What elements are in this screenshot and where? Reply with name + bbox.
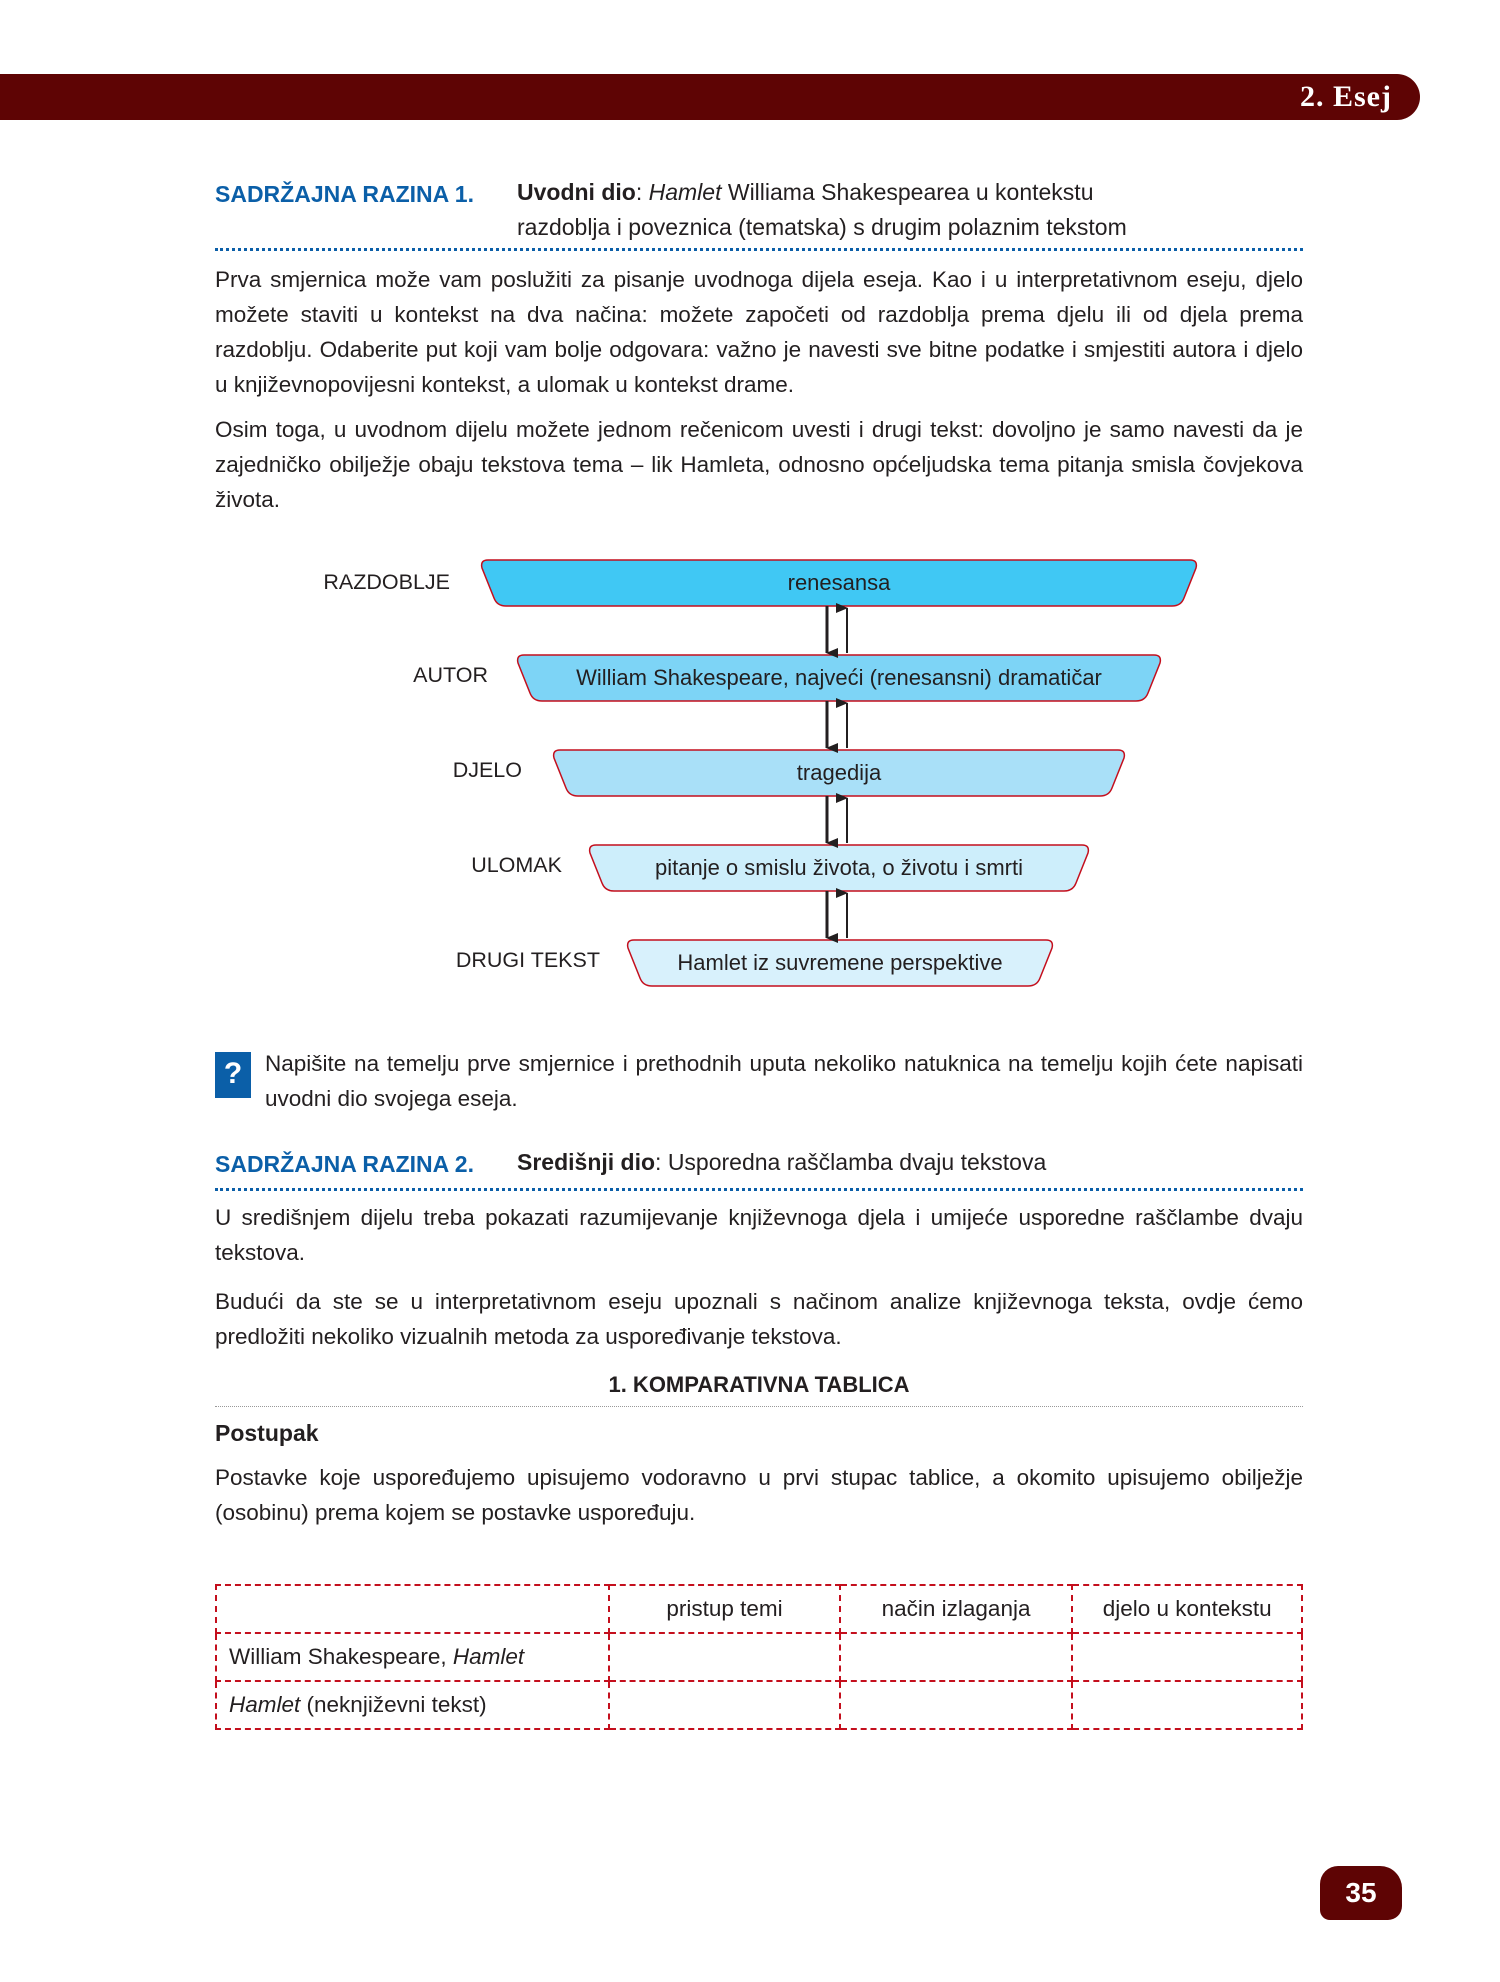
- section-label: SADRŽAJNA RAZINA 2.: [215, 1151, 474, 1177]
- separator: :: [655, 1149, 668, 1175]
- table-cell[interactable]: [840, 1633, 1073, 1681]
- table-header-cell: [216, 1585, 609, 1633]
- diagram-label: AUTOR: [413, 663, 488, 687]
- box-text: William Shakespeare, najveći (renesansni) dramatičar: [576, 665, 1102, 690]
- subsection-title: 1. KOMPARATIVNA TABLICA: [215, 1372, 1303, 1407]
- diagram-arrows: [300, 548, 1220, 1008]
- title-line-2: razdoblja i poveznica (tematska) s drugim polaznim tekstom: [517, 214, 1127, 240]
- comparison-table: [215, 1584, 1303, 1730]
- page-number: 35: [1320, 1866, 1402, 1920]
- diagram-label: ULOMAK: [471, 853, 562, 877]
- section-label: SADRŽAJNA RAZINA 1.: [215, 181, 474, 207]
- table-cell[interactable]: [840, 1681, 1073, 1729]
- section-title-bold: Središnji dio: [517, 1149, 656, 1175]
- section-heading-2: [215, 1150, 1303, 1191]
- section-title-bold: Uvodni dio: [517, 179, 636, 205]
- table-header-cell: djelo u kontekstu: [1072, 1585, 1302, 1633]
- row-label-text: William Shakespeare,: [229, 1644, 453, 1669]
- arrow-pair: [827, 701, 847, 748]
- paragraph: Osim toga, u uvodnom dijelu možete jednom rečenicom uvesti i drugi tekst: dovoljno je samo navesti da je zajedničko obilježje obaju tekstova tema – lik Hamleta, odnosno općeljudska tema pitanja smisla čovjekova života.: [215, 417, 1303, 512]
- diagram-label: DRUGI TEKST: [455, 948, 600, 972]
- table-row: [216, 1681, 1302, 1729]
- table-cell[interactable]: [1072, 1681, 1302, 1729]
- row-label-suffix: (neknjiževni tekst): [300, 1692, 487, 1717]
- arrow-pair: [827, 796, 847, 843]
- chapter-header-band: [0, 74, 1420, 120]
- title-rest: Usporedna raščlamba dvaju tekstova: [667, 1149, 1047, 1175]
- box-text: Hamlet iz suvremene perspektive: [677, 950, 1003, 975]
- table-cell[interactable]: [1072, 1633, 1302, 1681]
- table-row: [216, 1633, 1302, 1681]
- section-title: [517, 175, 1127, 245]
- paragraph: Prva smjernica može vam poslužiti za pisanje uvodnoga dijela eseja. Kao i u interpretativnom eseju, djelo možete staviti u kontekst na dva načina: možete započeti od razdoblja prema djelu ili od djela prema razdoblju. Odaberite put koji vam bolje odgovara: važno je navesti sve bitne podatke i smjestiti autora i djelo u književnopovijesni kontekst, a ulomak u kontekst drame.: [215, 267, 1303, 397]
- box-text: renesansa: [787, 570, 891, 595]
- table-cell[interactable]: [609, 1681, 840, 1729]
- title-italic: Hamlet: [648, 179, 722, 205]
- arrow-pair: [827, 606, 847, 653]
- paragraph: U središnjem dijelu treba pokazati razumijevanje književnoga djela i umijeće usporedne raščlambe dvaju tekstova.: [215, 1205, 1303, 1265]
- row-label-italic: Hamlet: [229, 1692, 301, 1717]
- title-rest: Williama Shakespearea u kontekstu: [721, 179, 1094, 205]
- question-mark-icon: ?: [215, 1052, 251, 1098]
- context-diagram: [300, 548, 1220, 1008]
- row-label: [216, 1633, 609, 1681]
- box-text: tragedija: [796, 760, 882, 785]
- separator: :: [635, 179, 649, 205]
- section-title: [517, 1145, 1046, 1180]
- question-text: Napišite na temelju prve smjernice i prethodnih uputa nekoliko natuknica na temelju kojih ćete napisati uvodni dio svojega eseja.: [265, 1051, 1303, 1111]
- table-cell[interactable]: [609, 1633, 840, 1681]
- arrow-pair: [827, 891, 847, 938]
- chapter-title: 2. Esej: [1300, 80, 1392, 113]
- table-header-cell: pristup temi: [609, 1585, 840, 1633]
- row-label: [216, 1681, 609, 1729]
- row-label-italic: Hamlet: [452, 1644, 525, 1669]
- table-header-row: [216, 1585, 1302, 1633]
- section-heading-1: [215, 180, 1303, 251]
- paragraph: Postavke koje uspoređujemo upisujemo vodoravno u prvi stupac tablice, a okomito upisujemo obilježje (osobinu) prema kojem se postavke uspoređuju.: [215, 1465, 1303, 1525]
- box-text: pitanje o smislu života, o životu i smrti: [654, 855, 1024, 880]
- diagram-label: DJELO: [452, 758, 522, 782]
- diagram-label: RAZDOBLJE: [323, 570, 450, 594]
- table-header-cell: način izlaganja: [840, 1585, 1073, 1633]
- paragraph: Budući da ste se u interpretativnom eseju upoznali s načinom analize književnoga teksta, ovdje ćemo predložiti nekoliko vizualnih metoda za uspoređivanje tekstova.: [215, 1289, 1303, 1349]
- procedure-heading: Postupak: [215, 1420, 319, 1446]
